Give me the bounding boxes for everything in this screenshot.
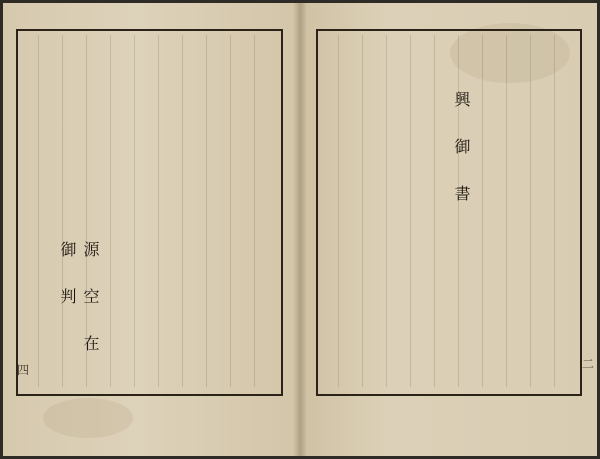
- column-rule: [482, 35, 483, 387]
- paper-stain: [43, 398, 133, 438]
- column-rule: [182, 35, 183, 387]
- column-rule: [230, 35, 231, 387]
- column-rule: [506, 35, 507, 387]
- column-rule: [254, 35, 255, 387]
- column-rule: [38, 35, 39, 387]
- column-rule: [386, 35, 387, 387]
- book-gutter: [293, 3, 307, 456]
- left-folio: 四: [17, 363, 30, 377]
- column-rule: [458, 35, 459, 387]
- column-rule: [338, 35, 339, 387]
- column-rule: [158, 35, 159, 387]
- column-rule: [554, 35, 555, 387]
- right-page-frame: [316, 29, 582, 396]
- column-rule: [434, 35, 435, 387]
- left-page-frame: [16, 29, 283, 396]
- left-page: [3, 3, 300, 456]
- author-signature: 源 空 在 御 判: [58, 241, 100, 357]
- right-page: [300, 3, 597, 456]
- book-spread: [3, 3, 597, 456]
- section-heading: 興 御 書: [452, 91, 471, 207]
- right-folio: 二: [582, 357, 595, 371]
- column-rule: [110, 35, 111, 387]
- column-rule: [134, 35, 135, 387]
- column-rule: [362, 35, 363, 387]
- column-rule: [530, 35, 531, 387]
- column-rule: [410, 35, 411, 387]
- column-rule: [206, 35, 207, 387]
